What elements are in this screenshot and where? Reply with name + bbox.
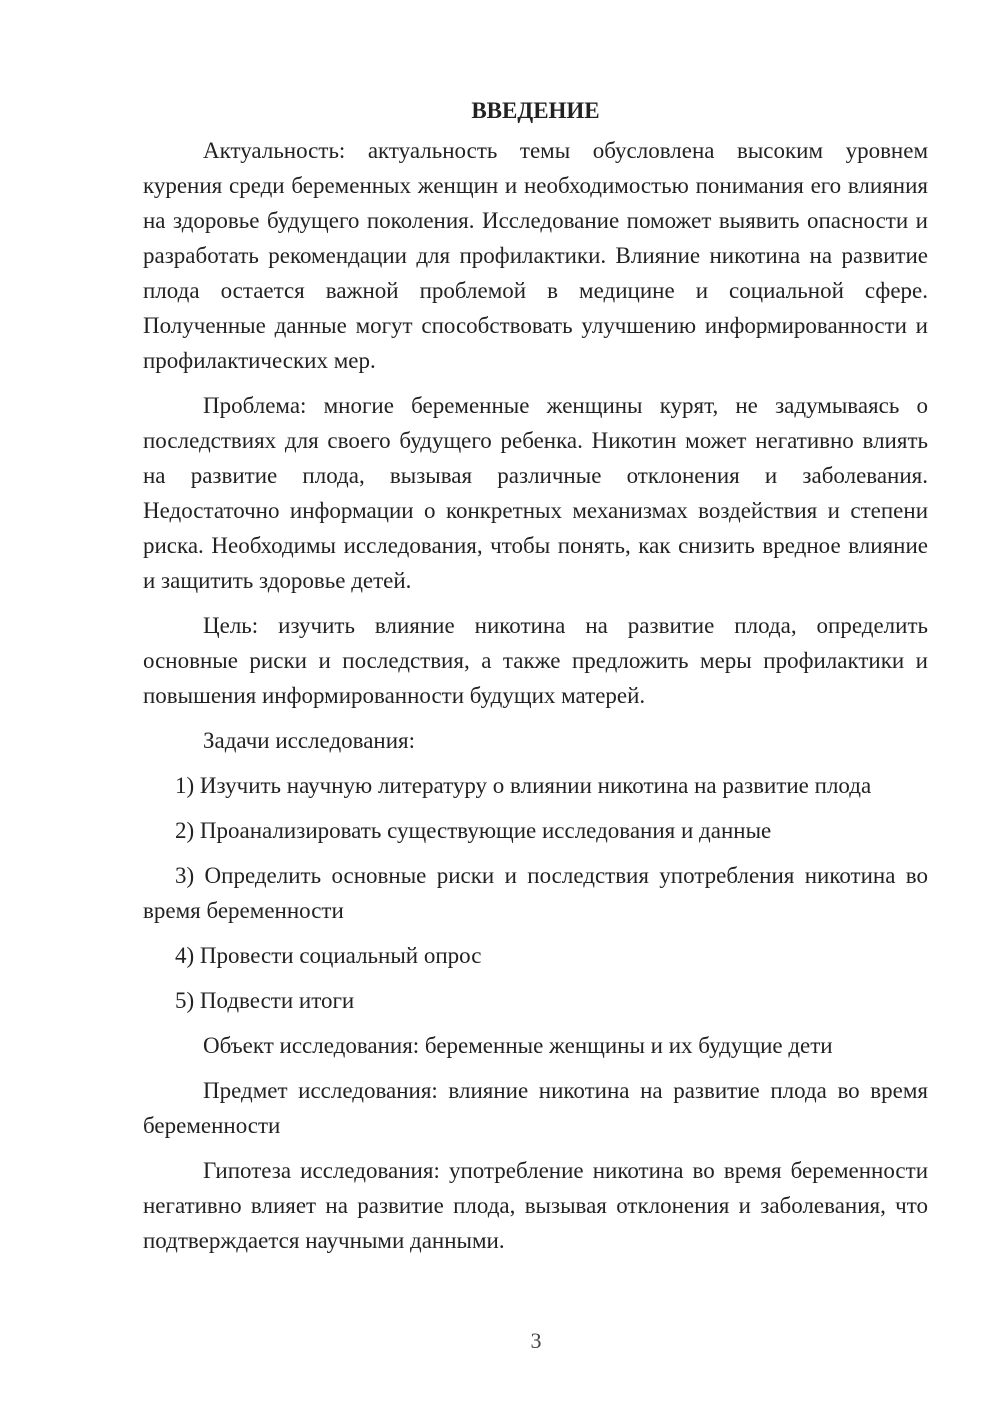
research-object: Объект исследования: беременные женщины и их будущие дети xyxy=(203,1033,833,1058)
page-content xyxy=(143,92,928,1268)
page-title: ВВЕДЕНИЕ xyxy=(471,98,600,123)
goal-paragraph: Цель: изучить влияние никотина на развитие плода, определить основные риски и последствия, а также предложить меры профилактики и повышения информированности будущих матерей. xyxy=(143,613,928,708)
task-item-4: 4) Провести социальный опрос xyxy=(175,943,482,968)
task-item-1: 1) Изучить научную литературу о влиянии никотина на развитие плода xyxy=(175,773,872,798)
tasks-list xyxy=(143,768,928,1018)
problem-paragraph: Проблема: многие беременные женщины курят, не задумываясь о последствиях для своего будущего ребенка. Никотин может негативно влиять на развитие плода, вызывая различные отклонения и заболевания. Недостаточно информации о конкретных механизмах воздействия и степени риска. Необходимы исследования, чтобы понять, как снизить вредное влияние и защитить здоровье детей. xyxy=(143,393,928,593)
research-hypothesis: Гипотеза исследования: употребление никотина во время беременности негативно влияет на развитие плода, вызывая отклонения и заболевания, что подтверждается научными данными. xyxy=(143,1158,928,1253)
relevance-paragraph: Актуальность: актуальность темы обусловлена высоким уровнем курения среди беременных женщин и необходимостью понимания его влияния на здоровье будущего поколения. Исследование поможет выявить опасности и разработать рекомендации для профилактики. Влияние никотина на развитие плода остается важной проблемой в медицине и социальной сфере. Полученные данные могут способствовать улучшению информированности и профилактических мер. xyxy=(143,138,928,373)
task-item-3: 3) Определить основные риски и последствия употребления никотина во время беременности xyxy=(143,863,928,923)
page-number: 3 xyxy=(530,1328,542,1353)
tasks-heading: Задачи исследования: xyxy=(203,728,416,753)
task-item-2: 2) Проанализировать существующие исследования и данные xyxy=(175,818,772,843)
research-subject: Предмет исследования: влияние никотина на развитие плода во время беременности xyxy=(143,1078,928,1138)
task-item-5: 5) Подвести итоги xyxy=(175,988,355,1013)
